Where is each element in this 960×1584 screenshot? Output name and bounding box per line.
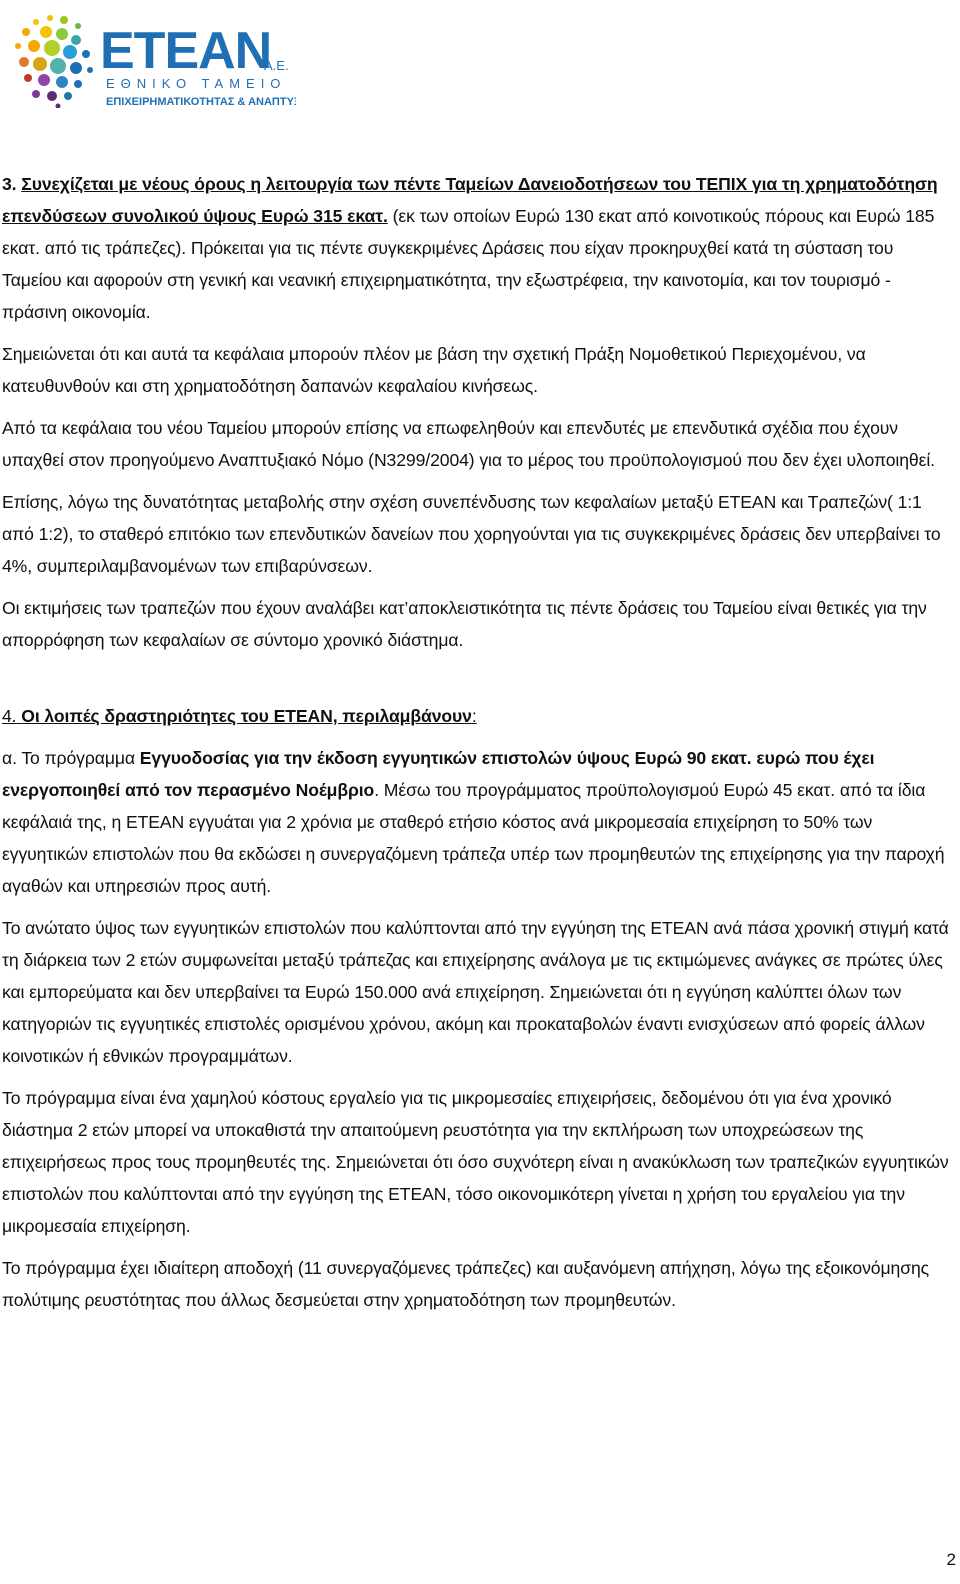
section3-intro — [2, 168, 956, 328]
document-body — [2, 168, 956, 1326]
etean-logo — [6, 8, 296, 108]
item-a-prefix: α. Το πρόγραμμα — [2, 748, 140, 768]
item-a-rest: . Μέσω του προγράμματος προϋπολογισμού Ευρώ 45 εκατ. από τα ίδια κεφάλαιά της, η ΕΤΕΑΝ εγγυάται για 2 χρόνια με σταθερό ετήσιο κόστος ανά μικρομεσαία επιχείρηση το 50% των εγγυητικών επιστολών που θα εκδώσει η συνεργαζόμενη τράπεζα υπέρ των προμηθευτών της επιχείρησης για την παροχή αγαθών και υπηρεσιών προς αυτή. — [2, 780, 945, 896]
logo-line2: ΕΠΙΧΕΙΡΗΜΑΤΙΚΟΤΗΤΑΣ & ΑΝΑΠΤΥΞΗΣ — [106, 96, 296, 108]
section3-title: Συνεχίζεται με νέους όρους η λειτουργία των πέντε Ταμείων Δανειοδοτήσεων του ΤΕΠΙΧ για τη χρηματοδότηση επενδύσεων συνολικού ύψους Ευρώ 315 εκατ. — [2, 174, 938, 226]
section3-paragraph: Επίσης, λόγω της δυνατότητας μεταβολής στην σχέση συνεπένδυσης των κεφαλαίων μεταξύ ΕΤΕΑΝ και Τραπεζών( 1:1 από 1:2), το σταθερό επιτόκιο των επενδυτικών δανείων που χορηγούνται για τις συγκεκριμένες δράσεις δεν υπερβαίνει το 4%, συμπεριλαμβανομένων των επιβαρύνσεων. — [2, 492, 941, 576]
section4-paragraph: Το πρόγραμμα είναι ένα χαμηλού κόστους εργαλείο για τις μικρομεσαίες επιχειρήσεις, δεδομένου ότι για ένα χρονικό διάστημα 2 ετών μπορεί να υποκαθιστά την απαιτούμενη ρευστότητα για την εκπλήρωση των υποχρεώσεων της επιχειρήσεως προς τους προμηθευτές της. Σημειώνεται ότι όσο συχνότερη είναι η ανακύκλωση των τραπεζικών εγγυητικών επιστολών που καλύπτονται από την εγγύηση της ΕΤΕΑΝ, τόσο οικονομικότερη γίνεται η χρήση του εργαλείου για την μικρομεσαία επιχείρηση. — [2, 1088, 949, 1236]
section4-paragraph: Το πρόγραμμα έχει ιδιαίτερη αποδοχή (11 συνεργαζόμενες τράπεζες) και αυξανόμενη απήχηση, λόγω της εξοικονόμησης πολύτιμης ρευστότητας που άλλως δεσμεύεται στην χρηματοδότηση των προμηθευτών. — [2, 1258, 930, 1310]
section4-number: 4. — [2, 706, 22, 726]
section3-paragraph: Οι εκτιμήσεις των τραπεζών που έχουν αναλάβει κατ’αποκλειστικότητα τις πέντε δράσεις του Ταμείου είναι θετικές για την απορρόφηση των κεφαλαίων σε σύντομο χρονικό διάστημα. — [2, 598, 927, 650]
section4-colon: : — [471, 706, 477, 726]
section4-title: Οι λοιπές δραστηριότητες του ΕΤΕΑΝ, περιλαμβάνουν — [21, 706, 472, 726]
logo-name: ΕΤΕΑΝ — [100, 22, 272, 80]
logo-suffix: Α.Ε. — [264, 58, 289, 73]
section4-item-a — [2, 742, 956, 902]
section4-heading — [2, 700, 956, 732]
page-number: 2 — [946, 1550, 956, 1569]
section3-paragraph: Από τα κεφάλαια του νέου Ταμείου μπορούν επίσης να επωφεληθούν και επενδυτές με επενδυτικά σχέδια που έχουν υπαχθεί στον προηγούμενο Αναπτυξιακό Νόμο (Ν3299/2004) για το μέρος του προϋπολογισμού που δεν έχει υλοποιηθεί. — [2, 418, 935, 470]
etean-logo-graphic — [6, 8, 296, 108]
section4-paragraph: Το ανώτατο ύψος των εγγυητικών επιστολών που καλύπτονται από την εγγύηση της ΕΤΕΑΝ ανά πάσα χρονική στιγμή κατά τη διάρκεια των 2 ετών συμφωνείται μεταξύ τράπεζας και επιχείρησης ανάλογα με τις εκτιμώμενες ανάγκες σε πρώτες ύλες και εμπορεύματα και δεν υπερβαίνει τα Ευρώ 150.000 ανά επιχείρηση. Σημειώνεται ότι η εγγύηση καλύπτει όλων των κατηγοριών τις εγγυητικές επιστολές ορισμένου χρόνου, ακόμη και προκαταβολών έναντι ενισχύσεων από φορείς άλλων κοινοτικών ή εθνικών προγραμμάτων. — [2, 918, 949, 1066]
item-a-bold: Εγγυοδοσίας για την έκδοση εγγυητικών επιστολών ύψους Ευρώ 90 εκατ. ευρώ που έχει ενεργοποιηθεί από τον περασμένο Νοέμβριο — [2, 748, 875, 800]
section3-intro-text: (εκ των οποίων Ευρώ 130 εκατ από κοινοτικούς πόρους και Ευρώ 185 εκατ. από τις τράπεζες). Πρόκειται για τις πέντε συγκεκριμένες Δράσεις που είχαν προκηρυχθεί κατά τη σύσταση του Ταμείου και αφορούν στη γενική και νεανική επιχειρηματικότητα, την εξωστρέφεια, την καινοτομία, και τον τουρισμό - πράσινη οικονομία. — [2, 206, 935, 322]
logo-line1: ΕΘΝΙΚΟ ΤΑΜΕΙΟ — [106, 76, 287, 91]
section3-paragraph: Σημειώνεται ότι και αυτά τα κεφάλαια μπορούν πλέον με βάση την σχετική Πράξη Νομοθετικού Περιεχομένου, να κατευθυνθούν και στη χρηματοδότηση δαπανών κεφαλαίου κινήσεως. — [2, 344, 866, 396]
section3-number: 3. — [2, 174, 22, 194]
logo-dots-icon — [15, 15, 93, 108]
